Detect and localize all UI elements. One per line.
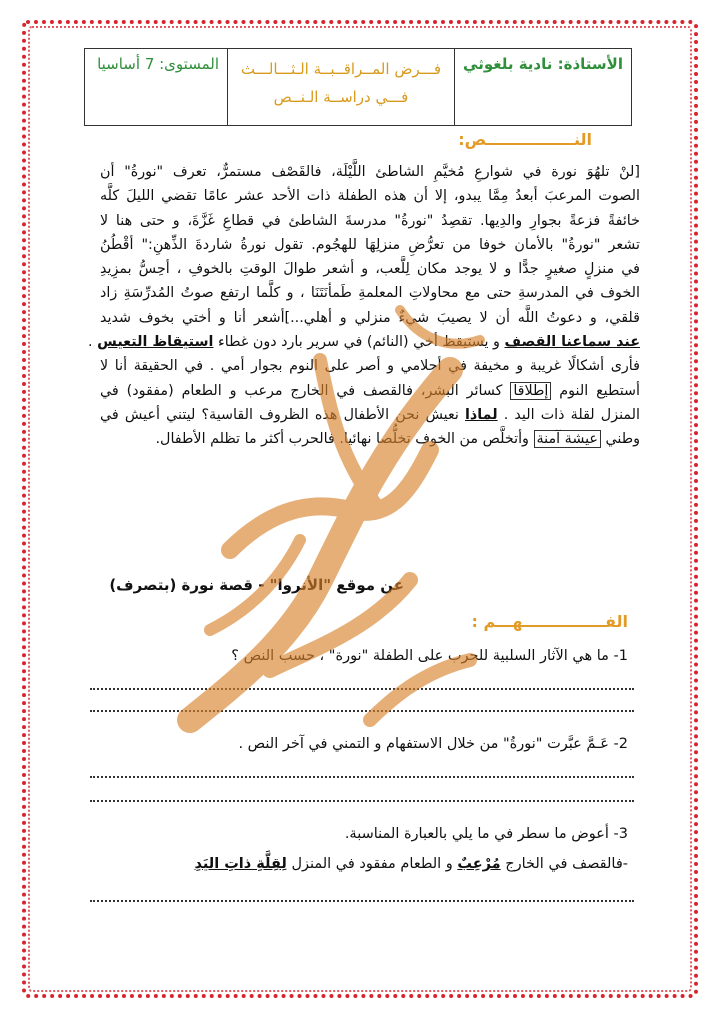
passage-line: في منزلٍ صغيرٍ جدًّا و لا يوجد مكان لِلَّعب، و أشعر طوالَ الوقتِ بالخوفِ ، أحِسُّ بمزِيدِ <box>100 261 640 278</box>
sentence-text: -فالقصف في الخارج <box>500 856 628 872</box>
boxed-word: إطلاقا <box>510 382 551 400</box>
passage-text: نعيش نحن الأطفال هذه الظروف القاسية؟ ليتني أعيش في <box>100 406 466 423</box>
underlined-phrase: عند سماعنا القصف <box>504 334 640 351</box>
sentence-text: و الطعام مفقود في المنزل <box>286 856 458 872</box>
comprehension-heading: الفـــــــــــــــهـــم : <box>471 612 628 631</box>
question-3: 3- أعوض ما سطر في ما يلي بالعبارة المناسبة. <box>344 826 628 842</box>
passage-line: [لنْ تلهُوَ نورة في شوارعِ مُخيَّمِ الشاطئ اللَّيْلَة، فالقَصْف مستمرٌّ، تعرف "نورةُ" أن <box>100 164 640 180</box>
question-3-sentence <box>194 856 628 872</box>
exam-title-line1: فـــرض المــراقــبــة الـثـــالـــث <box>240 60 442 78</box>
passage-text: و يستيقظ أخي (النائم) في سرير بارد دون غطاء <box>213 334 505 351</box>
passage-text: المنزل لقلة ذات اليد . <box>497 406 640 423</box>
underlined-phrase: استيقاظ التعيس <box>97 334 214 351</box>
passage-line: الخوف في المدرسةِ حتى مع محاولاتِ المعلمةِ طَمأنَتَنَا ، و كلَّما ارتفع صوتُ المُدرِّسَةِ زاد <box>100 285 640 302</box>
answer-line[interactable] <box>90 798 634 802</box>
calligraphy-watermark <box>150 250 510 770</box>
passage-line: فأرى أشكالًا غريبة و مخيفة في أحلامي و أصر على النوم بجوار أمي . في الحقيقة أنا لا <box>100 358 640 375</box>
underlined-word: مُرْعِبٌ <box>457 856 501 872</box>
exam-title <box>228 49 455 126</box>
passage-text: وطني <box>600 431 640 448</box>
passage-line: تشعر "نورةُ" بالأمان خوفا من تعرُّضِ منزلِهَا للهجُوم. تقول نورةُ شاردةَ الذِّهنِ:" أقْطُنُ <box>100 236 640 253</box>
answer-line[interactable] <box>90 898 634 902</box>
passage-line: قلقي، و دعوتُ اللَّه أن لا يصيبَ شيءٌ منزلي و أهلي...]أشعر أنا و أختي بخوف شديد <box>100 309 640 326</box>
header-table <box>84 48 632 126</box>
answer-line[interactable] <box>90 774 634 778</box>
teacher-name: الأستاذة: نادية بلغوثي <box>455 49 632 126</box>
underlined-word: لماذا <box>465 406 498 423</box>
question-1: 1- ما هي الآثار السلبية للحرب على الطفلة "نورة" ، حسب النص ؟ <box>231 648 628 664</box>
passage-line: الصوت المرعبَ أبعدُ مِمَّا يبدو، إلا أن هذه الطفلة ذات الأحد عشر عامًا تقضي الليلَ كلَّه <box>100 188 640 205</box>
passage-text: . <box>88 334 98 351</box>
boxed-phrase: عيشة آمنة <box>534 430 601 448</box>
level-label: المستوى: 7 أساسيا <box>85 49 228 126</box>
underlined-phrase: لِقِلَّةِ ذاتِ اليَدِ <box>194 856 287 872</box>
passage-text: وأتخلَّص من الخوف تخلُّصا نهائيا. فالحرب أكثر ما تظلم الأطفال. <box>155 431 534 448</box>
question-2: 2- عَـمَّ عبَّرت "نورةُ" من خلال الاستفهام و التمني في آخر النص . <box>238 736 628 752</box>
exam-title-line2: فـــي دراســة الـنــص <box>273 88 409 106</box>
passage-text: كسائر البشر، فالقصف في الخارج مرعب و الطعام (مفقود) في <box>100 382 511 399</box>
source-citation: عن موقع "الأنروا" - قصة نورة (بتصرف) <box>109 576 404 594</box>
text-heading: النــــــــــــــــص: <box>458 130 592 149</box>
passage-line: خائفةً فزعةً بجوارِ والدِيها. تقصِدُ "نورةُ" مدرسةَ الشاطئ في قطاعِ غَزَّةَ، و حتى هنا لا <box>100 212 640 229</box>
passage-text: أستطيع النوم <box>551 382 640 399</box>
